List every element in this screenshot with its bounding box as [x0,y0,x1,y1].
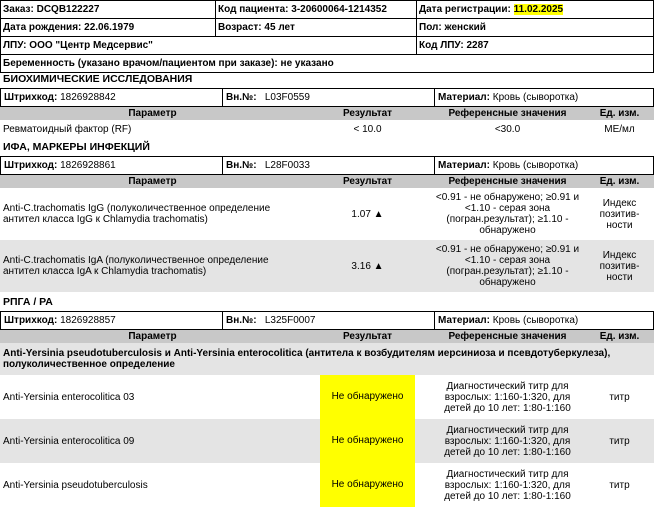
result-cell: 3.16 ▲ [305,240,430,292]
reg-date-cell [417,1,654,19]
barcode-label: Штрихкод: [4,315,58,326]
result-cell [305,419,430,463]
lpu-code-cell [417,37,654,55]
barcode-value: 1826928857 [60,315,116,326]
barcode-value: 1826928861 [60,160,116,171]
param-cell: Anti-Yersinia enterocolitica 03 [3,391,135,403]
barcode-cell [1,89,116,106]
material-label: Материал: [438,160,490,171]
result-cell [305,463,430,507]
order-header [0,0,654,73]
results-table-biochem [0,107,654,138]
group-title-row [0,343,654,375]
col-result: Результат [305,330,430,343]
sex-cell [417,19,654,37]
result-badge: Не обнаружено [320,419,416,463]
col-result: Результат [305,175,430,188]
vn-label: Вн.№: [226,92,257,103]
patient-code-label: Код пациента: [218,4,289,15]
section-title-rpga: РПГА / РА [3,296,53,308]
lpu-code-value: 2287 [466,40,489,51]
vn-value: L325F0007 [264,315,316,326]
table-row [0,463,654,507]
order-label: Заказ: [3,4,34,15]
vn-value: L03F0559 [264,92,310,103]
table-header [0,330,654,343]
section-title-ifa: ИФА, МАРКЕРЫ ИНФЕКЦИЙ [3,141,150,153]
table-row [0,419,654,463]
section-title-biochem: БИОХИМИЧЕСКИЕ ИССЛЕДОВАНИЯ [3,73,193,85]
unit-cell: титр [609,391,630,403]
material-cell [434,157,578,174]
table-row [0,240,654,292]
lpu-label: ЛПУ: [3,40,27,51]
barcode-cell [1,157,116,174]
result-cell: 1.07 ▲ [351,208,384,220]
sex-value: женский [444,22,486,33]
ref-cell: <0.91 - не обнаружено; ≥0.91 и <1.10 - серая зона (погран.результат); ≥1.10 - обнаружено [435,192,580,236]
vn-cell [222,89,310,106]
age-value: 45 лет [264,22,295,33]
param-cell: Anti-Yersinia enterocolitica 09 [0,419,305,463]
param-cell: Anti-C.trachomatis IgG (полуколичественное определение антител класса IgG к Chlamydia trachomatis) [3,203,271,225]
col-param: Параметр [0,107,305,120]
barcode-row-ifa [0,156,654,175]
barcode-label: Штрихкод: [4,92,58,103]
sex-label: Пол: [419,22,442,33]
table-row [0,120,654,138]
unit-cell: Индекс позитив-ности [599,197,640,231]
table-header [0,175,654,188]
col-result: Результат [305,107,430,120]
vn-cell [222,312,315,329]
ref-cell: Диагностический титр для взрослых: 1:160-1:320, для детей до 10 лет: 1:80-1:160 [444,380,571,414]
unit-cell: Индекс позитив-ности [585,240,654,292]
barcode-value: 1826928842 [60,92,116,103]
birth-cell [1,19,216,37]
material-value: Кровь (сыворотка) [492,160,579,171]
table-row [0,375,654,419]
material-value: Кровь (сыворотка) [492,315,579,326]
barcode-row-biochem [0,88,654,107]
age-label: Возраст: [218,22,262,33]
col-unit: Ед. изм. [585,107,654,120]
birth-label: Дата рождения: [3,22,82,33]
birth-value: 22.06.1979 [84,22,135,33]
table-header [0,107,654,120]
col-param: Параметр [0,175,305,188]
lpu-code-label: Код ЛПУ: [419,40,464,51]
col-ref: Референсные значения [430,330,585,343]
col-unit: Ед. изм. [585,175,654,188]
param-cell: Ревматоидный фактор (RF) [3,123,132,135]
lpu-cell [1,37,417,55]
vn-label: Вн.№: [226,160,257,171]
barcode-cell [1,312,116,329]
col-ref: Референсные значения [430,175,585,188]
results-table-rpga [0,330,654,507]
patient-code-cell [216,1,417,19]
ref-cell: <30.0 [494,123,521,135]
ref-cell: Диагностический титр для взрослых: 1:160-1:320, для детей до 10 лет: 1:80-1:160 [444,468,571,502]
reg-date-value: 11.02.2025 [513,4,564,15]
vn-value: L28F0033 [264,160,310,171]
result-cell: < 10.0 [353,123,382,135]
param-cell: Anti-C.trachomatis IgA (полуколичественное определение антител класса IgA к Chlamydia trachomatis) [0,240,305,292]
vn-cell [222,157,310,174]
order-cell [1,1,216,19]
order-value: DCQB122227 [36,4,100,15]
results-table-ifa [0,175,654,292]
material-cell [434,89,578,106]
result-cell [305,375,430,419]
barcode-label: Штрихкод: [4,160,58,171]
result-badge: Не обнаружено [320,375,416,419]
col-ref: Референсные значения [430,107,585,120]
ref-cell: Диагностический титр для взрослых: 1:160-1:320, для детей до 10 лет: 1:80-1:160 [430,419,585,463]
result-badge: Не обнаружено [320,463,416,507]
unit-cell: титр [609,479,630,491]
col-param: Параметр [0,330,305,343]
material-label: Материал: [438,92,490,103]
lpu-value: ООО "Центр Медсервис" [29,40,153,51]
reg-date-label: Дата регистрации: [419,4,511,15]
material-cell [434,312,578,329]
material-value: Кровь (сыворотка) [492,92,579,103]
group-title: Anti-Yersinia pseudotuberculosis и Anti-Yersinia enterocolitica (антитела к возбудителям иерсиниоза и псевдотуберкулеза), полуколичественное определение [0,343,654,375]
ref-cell: <0.91 - не обнаружено; ≥0.91 и <1.10 - серая зона (погран.результат); ≥1.10 - обнаружено [430,240,585,292]
unit-cell: МЕ/мл [604,123,635,135]
patient-code-value: 3-20600064-1214352 [291,4,387,15]
unit-cell: титр [585,419,654,463]
table-row [0,188,654,240]
vn-label: Вн.№: [226,315,257,326]
col-unit: Ед. изм. [585,330,654,343]
pregnancy-cell: Беременность (указано врачом/пациентом при заказе): не указано [1,55,654,73]
material-label: Материал: [438,315,490,326]
age-cell [216,19,417,37]
param-cell: Anti-Yersinia pseudotuberculosis [3,479,148,491]
barcode-row-rpga [0,311,654,330]
